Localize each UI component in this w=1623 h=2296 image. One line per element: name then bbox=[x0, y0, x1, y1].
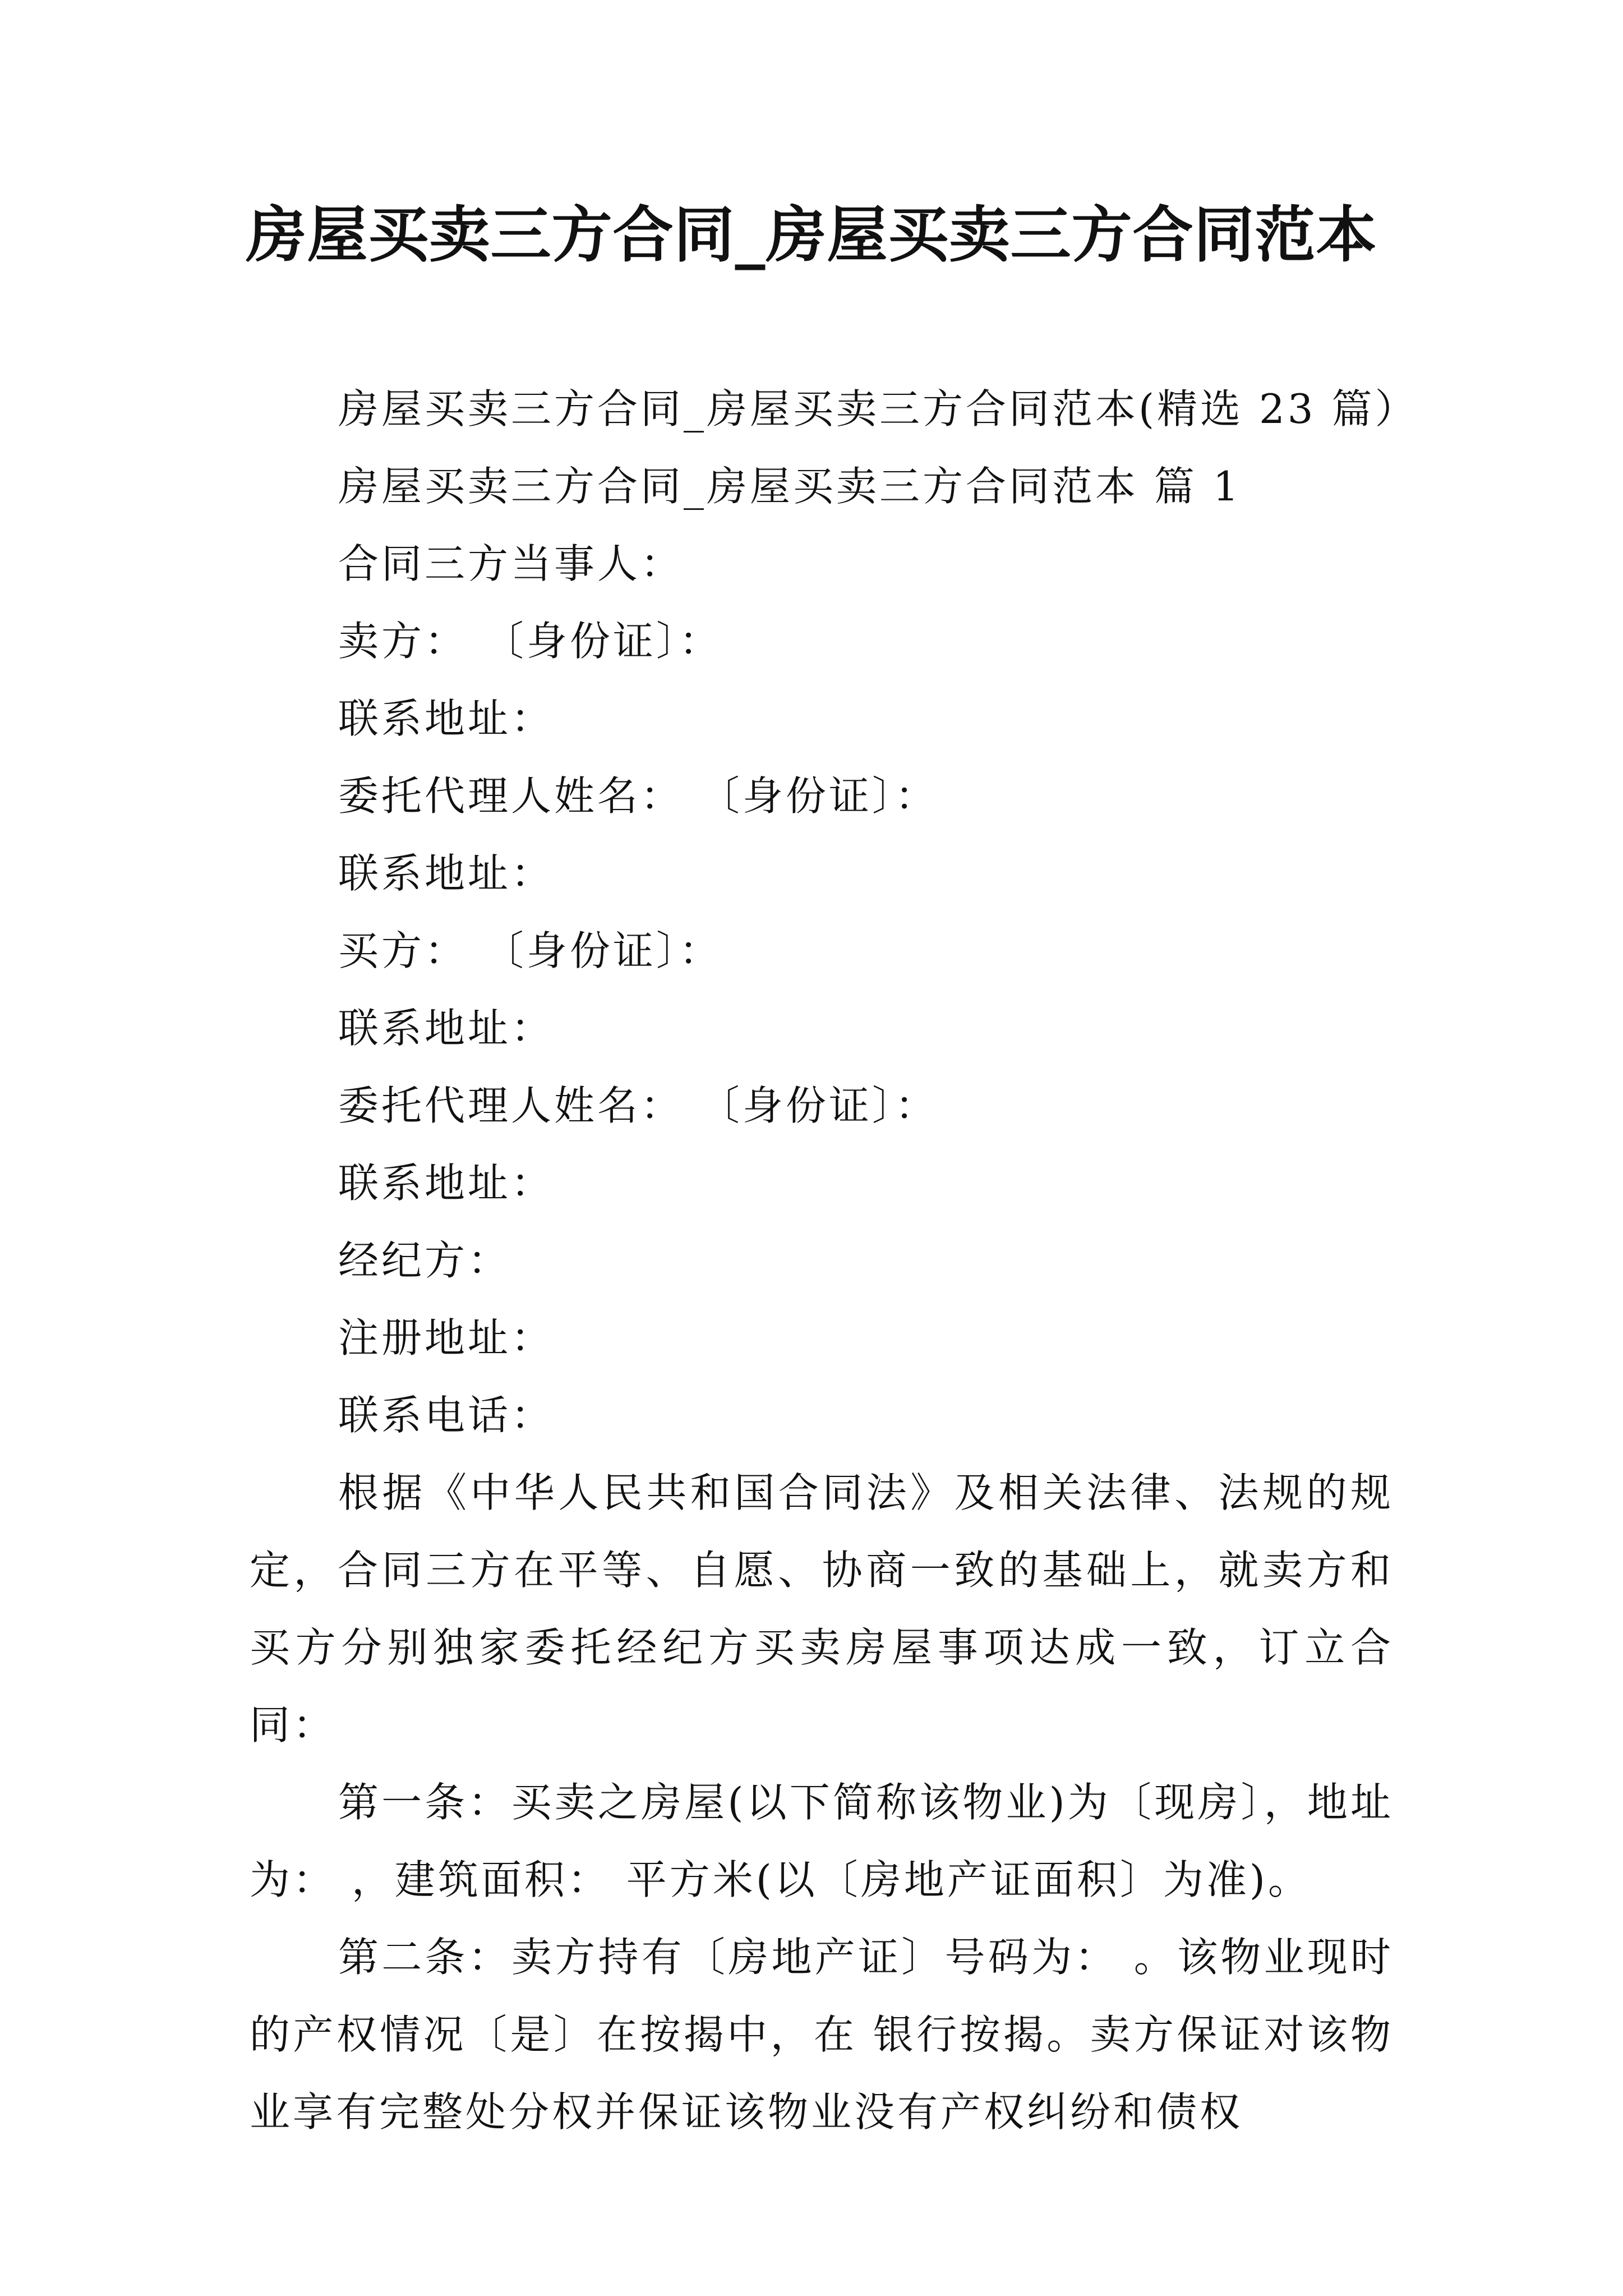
document-title: 房屋买卖三方合同_房屋买卖三方合同范本 bbox=[246, 200, 1377, 270]
buyer-agent-address-line: 联系地址： bbox=[338, 1159, 555, 1207]
buyer-agent-line: 委托代理人姓名： 〔身份证〕： bbox=[338, 1082, 938, 1129]
phone-line: 联系电话： bbox=[338, 1392, 555, 1439]
seller-line: 卖方： 〔身份证〕： bbox=[338, 618, 722, 665]
section-heading: 房屋买卖三方合同_房屋买卖三方合同范本 篇 1 bbox=[338, 463, 1242, 510]
document-body bbox=[250, 370, 1418, 2151]
subtitle-line: 房屋买卖三方合同_房屋买卖三方合同范本(精选 23 篇） bbox=[338, 385, 1418, 432]
parties-heading: 合同三方当事人： bbox=[338, 540, 684, 587]
buyer-address-line: 联系地址： bbox=[338, 1005, 555, 1052]
buyer-line: 买方： 〔身份证〕： bbox=[338, 927, 722, 974]
seller-address-line: 联系地址： bbox=[338, 695, 555, 742]
broker-line: 经纪方： bbox=[338, 1237, 511, 1284]
seller-agent-address-line: 联系地址： bbox=[338, 850, 555, 897]
seller-agent-line: 委托代理人姓名： 〔身份证〕： bbox=[338, 772, 938, 820]
article-2-paragraph: 第二条：卖方持有〔房地产证〕号码为： 。该物业现时的产权情况〔是〕在按揭中，在 银行按揭。卖方保证对该物业享有完整处分权并保证该物业没有产权纠纷和债权 bbox=[250, 1934, 1394, 2136]
article-1-paragraph: 第一条：买卖之房屋(以下简称该物业)为〔现房〕，地址为： ，建筑面积： 平方米(以〔房地产证面积〕为准)。 bbox=[250, 1779, 1394, 1903]
registered-address-line: 注册地址： bbox=[338, 1314, 555, 1361]
preamble-paragraph: 根据《中华人民共和国合同法》及相关法律、法规的规定，合同三方在平等、自愿、协商一致的基础上，就卖方和买方分别独家委托经纪方买卖房屋事项达成一致，订立合同： bbox=[250, 1469, 1394, 1749]
